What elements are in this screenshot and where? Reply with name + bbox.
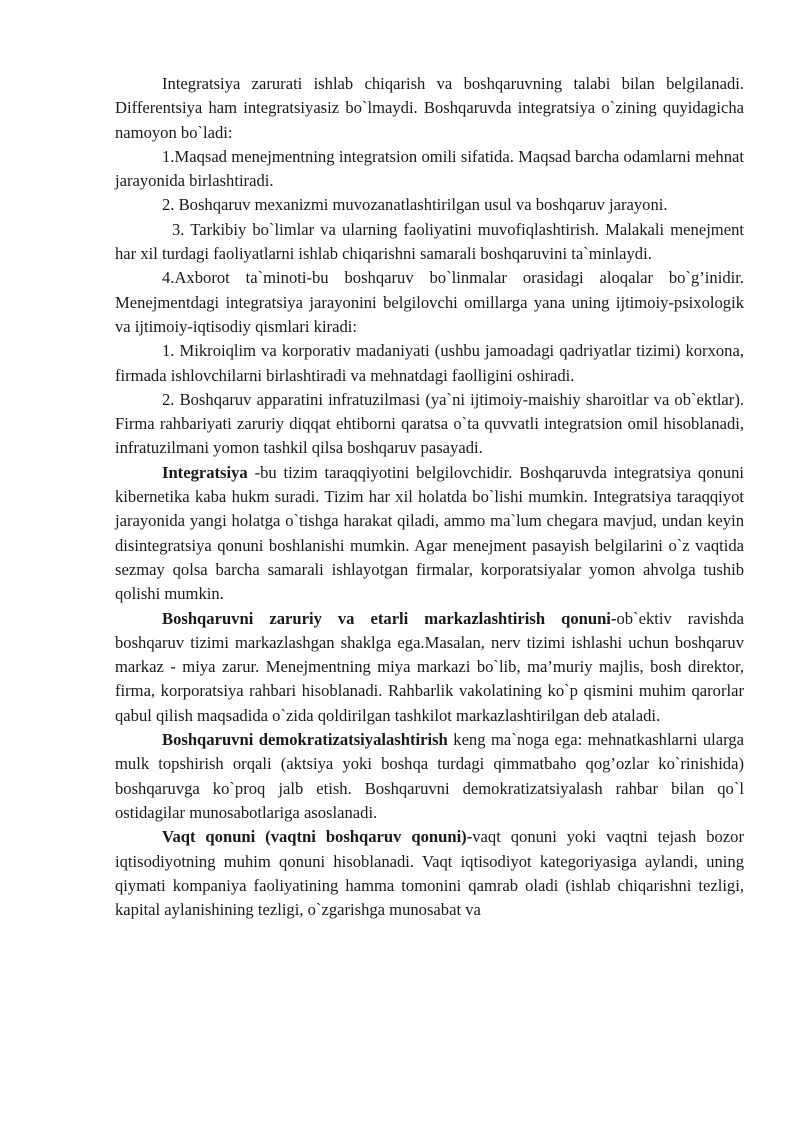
term-vaqt-qonuni: Vaqt qonuni (vaqtni boshqaruv qonuni)-: [162, 827, 473, 847]
paragraph-item-2: 2. Boshqaruv mexanizmi muvozanatlashtirilgan usul va boshqaruv jarayoni.: [162, 195, 668, 215]
paragraph-integratsiya: Integratsiya -bu tizim taraqqiyotini belgilovchidir. Boshqaruvda integratsiya qonuni kibernetika kaba hukm suradi. Tizim har xil holatda bo`lishi mumkin. Integratsiya taraqqiyot jarayonida yangi holatga o`tishga harakat qiladi, ammo ma`lum chegara mavjud, undan keyin disintegratsiya qonuni boshlanishi mumkin. Agar menejment pasayish belgilarini o`z vaqtida sezmay qolsa barcha samarali ishlayotgan firmalar, korporatsiyalar yomon ahvolga tushib qolishi mumkin.: [115, 462, 744, 604]
term-demokratizatsiya: Boshqaruvni demokratizatsiyalashtirish: [162, 730, 448, 750]
paragraph-markazlashtirish: Boshqaruvni zaruriy va etarli markazlashtirish qonuni-ob`ektiv ravishda boshqaruv tizimi markazlashgan shaklga ega.Masalan, nerv tizimi ishlashi uchun boshqaruv markaz - miya zarur. Menejmentning miya markazi bo`lib, ma’muriy majlis, bosh direktor, firma, korporatsiya rahbari hisoblanadi. Rahbarlik vakolatining ko`p qismini muhim qarorlar qabul qilish maqsadida o`zida qoldirilgan tashkilot markazlashtirilgan deb ataladi.: [115, 608, 744, 725]
term-integratsiya: Integratsiya: [162, 462, 248, 482]
paragraph-item-4: 4.Axborot ta`minoti-bu boshqaruv bo`linmalar orasidagi aloqalar bo`g’inidir. Menejmentdagi integratsiya jarayonini belgilovchi omillarga yana uning ijtimoiy-psixologik va ijtimoiy-iqtisodiy qismlari kiradi:: [115, 268, 744, 336]
paragraph-demokratizatsiya: Boshqaruvni demokratizatsiyalashtirish keng ma`noga ega: mehnatkashlarni ularga mulk topshirish orqali (aktsiya yoki boshqa turdagi qimmatbaho qog’ozlar ko`rinishida) boshqaruvga ko`proq jalb etish. Boshqaruvni demokratizatsiyalash rahbar bilan qo`l ostidagilar munosabotlariga asoslanadi.: [115, 730, 745, 822]
paragraph-intro: Integratsiya zarurati ishlab chiqarish va boshqaruvning talabi bilan belgilanadi. Differentsiya ham integratsiyasiz bo`lmaydi. Boshqaruvda integratsiya o`zining quyidagicha namoyon bo`ladi:: [115, 74, 744, 142]
paragraph-item-1: 1.Maqsad menejmentning integratsion omili sifatida. Maqsad barcha odamlarni mehnat jarayonida birlashtiradi.: [115, 146, 744, 191]
paragraph-social-1: 1. Mikroiqlim va korporativ madaniyati (ushbu jamoadagi qadriyatlar tizimi) korxona, firmada ishlovchilarni birlashtiradi va mehnatdagi faolligini oshiradi.: [115, 341, 744, 385]
term-markazlashtirish: Boshqaruvni zaruriy va etarli markazlashtirish qonuni-: [162, 608, 617, 628]
paragraph-vaqt-qonuni: Vaqt qonuni (vaqtni boshqaruv qonuni)-vaqt qonuni yoki vaqtni tejash bozor iqtisodiyotning muhim qonuni hisoblanadi. Vaqt iqtisodiyot kategoriyasiga aylandi, uning qiymati kompaniya faoliyatining hamma tomonini qamrab oladi (ishlab chiqarishni tezligi, kapital aylanishining tezligi, o`zgarishga munosabat va: [115, 827, 744, 920]
paragraph-item-3: 3. Tarkibiy bo`limlar va ularning faoliyatini muvofiqlashtirish. Malakali menejment har xil turdagi faoliyatlarni ishlab chiqarishni samarali boshqaruvini ta`minlaydi.: [115, 219, 744, 264]
paragraph-social-2: 2. Boshqaruv apparatini infratuzilmasi (ya`ni ijtimoiy-maishiy sharoitlar va ob`ektlar). Firma rahbariyati zaruriy diqqat ehtiborni qaratsa o`ta quvvatli integratsion omil hisoblanadi, infratuzilmani yomon tashkil qilsa boshqaruv pasayadi.: [115, 389, 744, 458]
